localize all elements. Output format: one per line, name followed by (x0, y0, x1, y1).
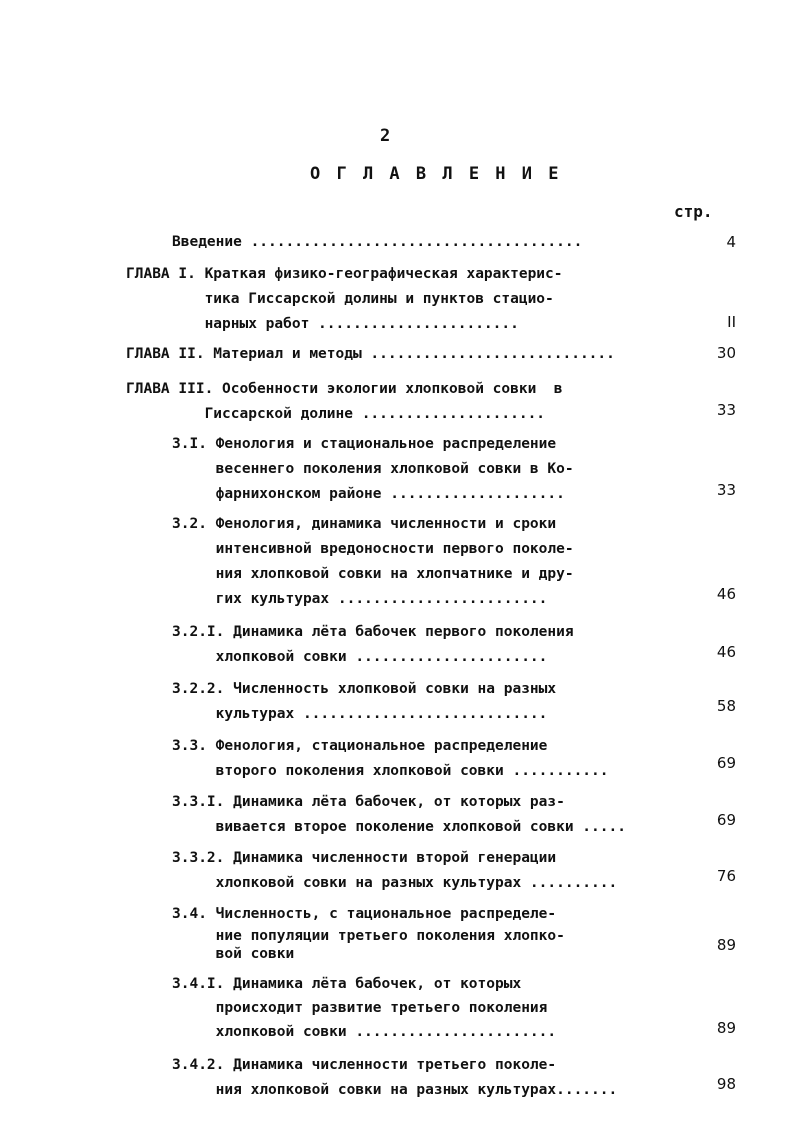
toc-entry-line: хлопковой совки на разных культурах .......... (172, 875, 618, 891)
toc-entry-page: 46 (716, 585, 736, 603)
toc-entry-page: 58 (716, 697, 736, 715)
toc-entry-page: 69 (716, 754, 736, 772)
toc-entry-line: ГЛАВА I. Краткая физико-географическая характерис- (126, 266, 563, 282)
toc-entry-page: 33 (716, 481, 736, 499)
toc-entry-line: ГЛАВА II. Материал и методы ............................ (126, 346, 615, 362)
toc-entry-page: 33 (716, 401, 736, 419)
toc-entry-page: 98 (716, 1075, 736, 1093)
page-number: 2 (380, 126, 391, 146)
toc-entry-line: происходит развитие третьего поколения (172, 1000, 548, 1016)
page-column-header: стр. (674, 202, 713, 221)
toc-entry-page: 4 (726, 233, 736, 251)
toc-entry-line: гих культурах ........................ (172, 591, 548, 607)
toc-entry-line: весеннего поколения хлопковой совки в Ко- (172, 461, 574, 477)
toc-entry-line: вивается второе поколение хлопковой совки ..... (172, 819, 626, 835)
toc-entry-line: второго поколения хлопковой совки ........... (172, 763, 609, 779)
toc-entry-line: 3.4.2. Динамика численности третьего поколе- (172, 1057, 557, 1073)
toc-entry-line: 3.2. Фенология, динамика численности и сроки (172, 516, 557, 532)
toc-entry-line: 3.2.I. Динамика лёта бабочек первого поколения (172, 624, 574, 640)
toc-entry-line: нарных работ ....................... (126, 316, 519, 332)
toc-entry-line: Введение ...................................... (172, 234, 583, 250)
toc-entry-line: ния хлопковой совки на разных культурах....... (172, 1082, 618, 1098)
toc-entry-line: хлопковой совки ...................... (172, 649, 548, 665)
toc-entry-page: 89 (716, 1019, 736, 1037)
toc-entry-line: 3.2.2. Численность хлопковой совки на разных (172, 681, 557, 697)
toc-entry-page: II (727, 313, 736, 331)
toc-entry-line: 3.I. Фенология и стациональное распределение (172, 436, 557, 452)
toc-entry-page: 89 (716, 936, 736, 954)
toc-entry-line: вой совки (172, 946, 295, 962)
toc-entry-line: ГЛАВА III. Особенности экологии хлопковой совки в (126, 381, 563, 397)
toc-entry-line: культурах ............................ (172, 706, 548, 722)
toc-entry-line: 3.3. Фенология, стациональное распределение (172, 738, 548, 754)
toc-entry-line: 3.3.2. Динамика численности второй генерации (172, 850, 557, 866)
toc-entry-line: интенсивной вредоносности первого поколе- (172, 541, 574, 557)
toc-entry-page: 46 (716, 643, 736, 661)
toc-entry-line: Гиссарской долине ..................... (126, 406, 546, 422)
toc-entry-line: 3.3.I. Динамика лёта бабочек, от которых раз- (172, 794, 565, 810)
toc-entry-line: 3.4.I. Динамика лёта бабочек, от которых (172, 976, 522, 992)
toc-entry-page: 30 (716, 344, 736, 362)
toc-entry-line: ния хлопковой совки на хлопчатнике и дру- (172, 566, 574, 582)
toc-entry-page: 76 (716, 867, 736, 885)
page-title: О Г Л А В Л Е Н И Е (310, 164, 562, 184)
toc-entry-line: хлопковой совки ....................... (172, 1024, 557, 1040)
toc-entry-line: 3.4. Численность, с тациональное распределе- (172, 906, 557, 922)
toc-entry-line: тика Гиссарской долины и пунктов стацио- (126, 291, 554, 307)
toc-entry-line: ние популяции третьего поколения хлопко- (172, 928, 565, 944)
toc-entry-line: фарнихонском районе .................... (172, 486, 565, 502)
toc-entry-page: 69 (716, 811, 736, 829)
